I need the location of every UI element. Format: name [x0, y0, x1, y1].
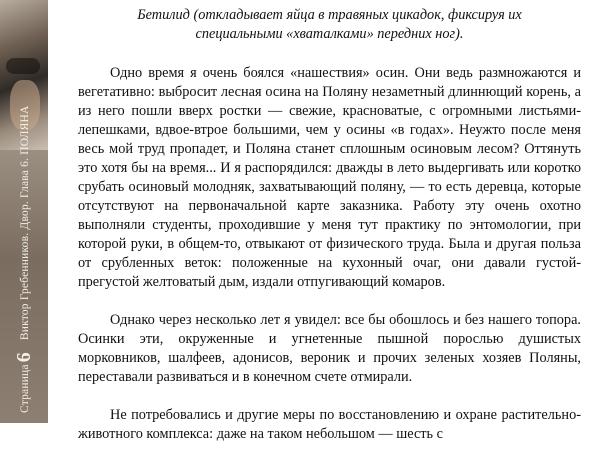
running-head-title: Виктор Гребенников. Двор. Глава 6. ПОЛЯНА: [19, 105, 31, 341]
paragraph: Не потребовались и другие меры по восстановлению и охране растительно-животного комплекса: даже на таком небольшом — шесть с: [78, 407, 581, 442]
photo-detail: [6, 58, 40, 74]
figure-caption: Бетилид (откладывает яйца в травяных цикадок, фиксируя их специальными «хваталками» передних ног).: [137, 7, 522, 42]
paragraph: Однако через несколько лет я увидел: все бы обошлось и без нашего топора. Осинки эти, окруженные и угнетенные пышной порослью душистых морковников, шалфеев, адонисов, вероник и прочих зеленых хозяев Поляны, переставали развиваться и в конечном счете отмирали.: [78, 312, 581, 385]
page-number: 6: [13, 352, 35, 363]
page-content: [78, 6, 581, 463]
page-label: Страница: [19, 364, 31, 413]
paragraph: Одно время я очень боялся «нашествия» осин. Они ведь размножаются и вегетативно: выбросит лесная осина на Поляну незаметный длиннющий корень, а из него пошли вверх ростки — свежие, красноватые, с огромными листьями-лепешками, вдвое-втрое большими, чем у осины «в годах». Неужто после меня весь мой труд пропадет, и Поляна станет сплошным осиновым лесом? Оттянуть это хотя бы на время... И я распорядился: дважды в лето выдергивать или коротко срубать осиновый молодняк, захватывающий поляну, — то есть деревца, которые отсутствуют на первоначальной карте заказника. Работу эту очень охотно выполняли студенты, проходившие у меня тут практику по энтомологии, при которой руки, в общем-то, отвыкают от физического труда. Была и другая польза от срубленных веток: положенные на кухонный очаг, они давали густой-прегустой желтоватый дым, издали отпугивающий комаров.: [78, 65, 581, 290]
page-sidebar: [0, 0, 48, 423]
running-head: [14, 105, 35, 413]
